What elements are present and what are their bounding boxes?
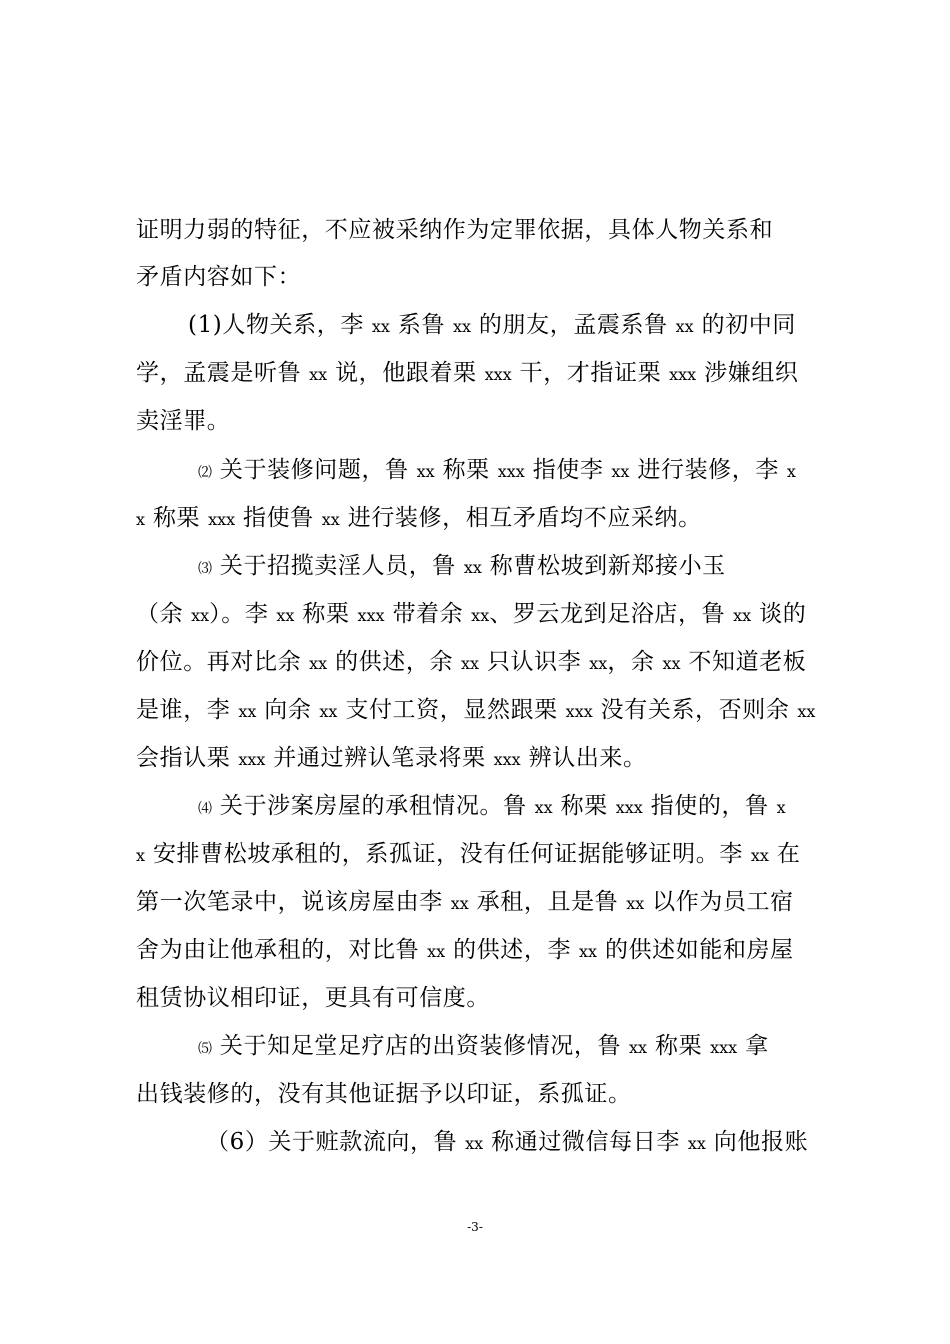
text-line: 矛盾内容如下： <box>136 264 302 290</box>
text-line: 学，孟震是听鲁 xx 说，他跟着栗 xxx 干，才指证栗 xxx 涉嫌组织 <box>136 360 799 386</box>
text-line: 第一次笔录中，说该房屋由李 xx 承租，且是鲁 xx 以作为员工宿 <box>136 889 794 915</box>
text-line: 租赁协议相印证，更具有可信度。 <box>136 985 490 1011</box>
text-line: (1)人物关系，李 xx 系鲁 xx 的朋友，孟震系鲁 xx 的初中同 <box>188 312 796 338</box>
text-line: 是谁，李 xx 向余 xx 支付工资，显然跟栗 xxx 没有关系，否则余 xx <box>136 697 816 723</box>
text-line: 卖淫罪。 <box>136 408 231 434</box>
page-number: -3- <box>467 1220 483 1234</box>
text-line: 价位。再对比余 xx 的供述，余 xx 只认识李 xx，余 xx 不知道老板 <box>136 649 807 675</box>
text-line: 出钱装修的，没有其他证据予以印证，系孤证。 <box>136 1081 632 1107</box>
text-line: ⑷ 关于涉案房屋的承租情况。鲁 xx 称栗 xxx 指使的，鲁 x <box>198 793 786 819</box>
text-line: x 称栗 xxx 指使鲁 xx 进行装修，相互矛盾均不应采纳。 <box>136 505 702 531</box>
text-line: 舍为由让他承租的，对比鲁 xx 的供述，李 xx 的供述如能和房屋 <box>136 937 794 963</box>
text-line: ⑶ 关于招揽卖淫人员，鲁 xx 称曹松坡到新郑接小玉 <box>198 553 726 579</box>
text-line: 证明力弱的特征，不应被采纳作为定罪依据，具体人物关系和 <box>136 217 774 243</box>
text-line: 会指认栗 xxx 并通过辨认笔录将栗 xxx 辨认出来。 <box>136 745 647 771</box>
text-line: （6）关于赃款流向，鲁 xx 称通过微信每日李 xx 向他报账 <box>206 1129 809 1155</box>
text-line: ⑵ 关于装修问题，鲁 xx 称栗 xxx 指使李 xx 进行装修，李 x <box>198 457 796 483</box>
text-line: （余 xx）。李 xx 称栗 xxx 带着余 xx、罗云龙到足浴店，鲁 xx 谈的 <box>136 601 807 627</box>
text-line: x 安排曹松坡承租的，系孤证，没有任何证据能够证明。李 xx 在 <box>136 841 801 867</box>
text-line: ⑸ 关于知足堂足疗店的出资装修情况，鲁 xx 称栗 xxx 拿 <box>198 1033 769 1059</box>
